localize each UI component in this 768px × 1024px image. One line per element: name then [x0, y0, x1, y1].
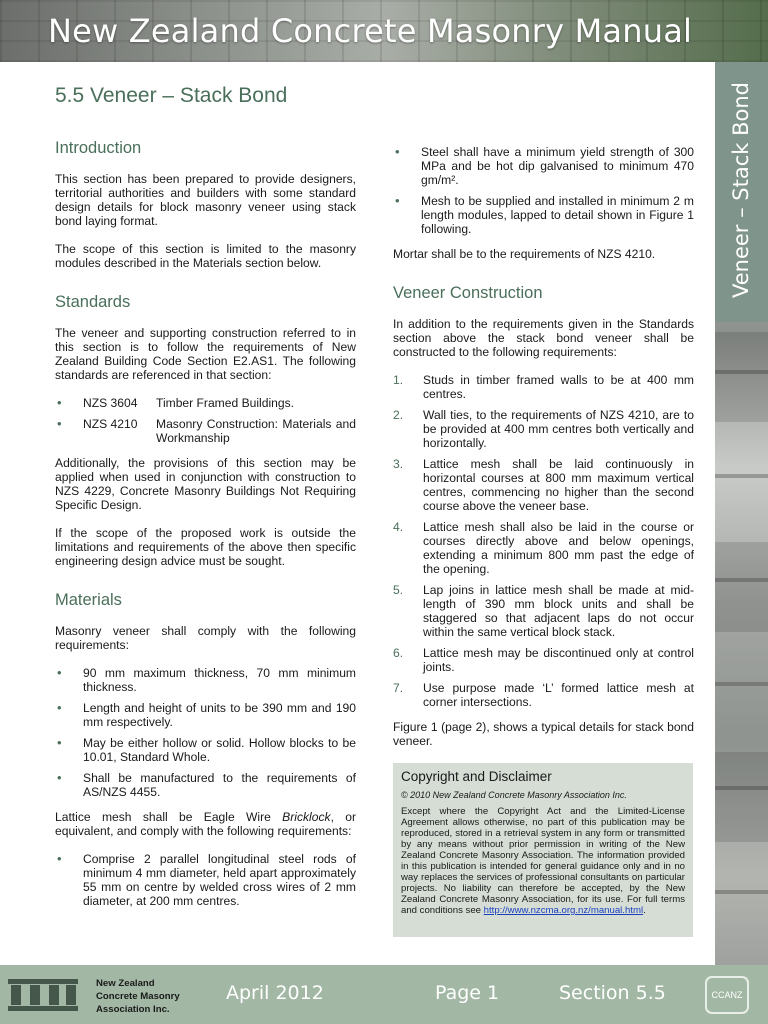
- copyright-box: [393, 763, 693, 937]
- list-item: 2. Wall ties, to the requirements of NZS 4210, are to be provided at 400 mm centres both vertically and horizontally.: [393, 408, 694, 450]
- intro-paragraph: This section has been prepared to provide designers, territorial authorities and builders with some standard design details for block masonry veneer using stack bond laying format.: [55, 172, 356, 228]
- list-item: • May be either hollow or solid. Hollow blocks to be 10.01, Standard Whole.: [55, 736, 356, 764]
- side-title: Veneer – Stack Bond: [729, 82, 753, 298]
- side-title-panel: [715, 62, 768, 322]
- mortar-paragraph: Mortar shall be to the requirements of NZS 4210.: [393, 247, 656, 261]
- list-item: 4. Lattice mesh shall also be laid in the course or courses directly above and below openings, extending a minimum 800 mm past the edge of the opening.: [393, 520, 694, 576]
- left-column: [55, 138, 356, 919]
- copyright-body: Except where the Copyright Act and the Limited-License Agreement allows otherwise, no part of this publication may be reproduced, stored in a retrieval system in any form or transmitted by any means without prior permission in writing of the New Zealand Concrete Masonry Association. The information provided in this publication is intended for general guidance only and in no way replaces the services of professional consultants on particular projects. No liability can therefore be accepted, by the New Zealand Concrete Masonry Association, for its use. For full terms and conditions see http://www.nzcma.org.nz/manual.html.: [401, 806, 685, 916]
- list-item: • Shall be manufactured to the requirements of AS/NZS 4455.: [55, 771, 356, 799]
- list-item: 7. Use purpose made ‘L’ formed lattice mesh at corner intersections.: [393, 681, 694, 709]
- footer-page: Page 1: [435, 982, 500, 1004]
- copyright-line: © 2010 New Zealand Concrete Masonry Association Inc.: [401, 790, 627, 800]
- block-texture: [715, 542, 768, 632]
- standards-paragraph: Additionally, the provisions of this section may be applied when used in conjunction with construction to NZS 4229, Concrete Masonry Buildings Not Requiring Specific Design.: [55, 456, 356, 512]
- standards-heading: Standards: [55, 293, 131, 311]
- list-item: • Mesh to be supplied and installed in minimum 2 m length modules, lapped to detail shown in Figure 1 following.: [393, 194, 694, 236]
- page-title: 5.5 Veneer – Stack Bond: [55, 84, 288, 107]
- list-item: • Steel shall have a minimum yield strength of 300 MPa and be hot dip galvanised to minimum 470 gm/m².: [393, 145, 694, 187]
- mesh-list-continued: [393, 145, 694, 236]
- side-strip: [715, 62, 768, 965]
- veneer-paragraph: In addition to the requirements given in the Standards section above the stack bond veneer shall be constructed to the following requirements:: [393, 317, 694, 359]
- lattice-paragraph: Lattice mesh shall be Eagle Wire Bricklock, or equivalent, and comply with the following requirements:: [55, 810, 356, 838]
- materials-heading: Materials: [55, 591, 122, 609]
- copyright-title: Copyright and Disclaimer: [401, 769, 552, 784]
- list-item: 1. Studs in timber framed walls to be at 400 mm centres.: [393, 373, 694, 401]
- veneer-requirements-list: [393, 373, 694, 709]
- header-banner: [0, 0, 768, 62]
- intro-paragraph: The scope of this section is limited to the masonry modules described in the Materials section below.: [55, 242, 356, 270]
- manual-title: New Zealand Concrete Masonry Manual: [48, 12, 693, 50]
- manual-terms-link[interactable]: http://www.nzcma.org.nz/manual.html: [483, 905, 644, 916]
- block-texture: [715, 332, 768, 422]
- footer-section: Section 5.5: [559, 982, 666, 1004]
- list-item: • 90 mm maximum thickness, 70 mm minimum thickness.: [55, 666, 356, 694]
- mesh-list: [55, 852, 356, 908]
- nzcma-logo: [8, 979, 78, 1011]
- materials-paragraph: Masonry veneer shall comply with the following requirements:: [55, 624, 356, 652]
- list-item: 3. Lattice mesh shall be laid continuously in horizontal courses at 800 mm maximum vertical centres, commencing no higher than the second course above the veneer base.: [393, 457, 694, 513]
- list-item: • Length and height of units to be 390 mm and 190 mm respectively.: [55, 701, 356, 729]
- list-item: • Comprise 2 parallel longitudinal steel rods of minimum 4 mm diameter, held apart approximately 55 mm on centre by welded cross wires of 2 mm diameter, at 200 mm centres.: [55, 852, 356, 908]
- list-item: • NZS 3604 Timber Framed Buildings.: [55, 396, 356, 410]
- block-texture: [715, 752, 768, 842]
- standards-paragraph: If the scope of the proposed work is outside the limitations and requirements of the above then specific engineering design advice must be sought.: [55, 526, 356, 568]
- list-item: 5. Lap joins in lattice mesh shall be made at mid-length of 390 mm block units and shall be staggered so that adjacent laps do not occur within the same vertical block stack.: [393, 583, 694, 639]
- list-item: 6. Lattice mesh may be discontinued only at control joints.: [393, 646, 694, 674]
- standards-list: [55, 396, 356, 445]
- veneer-heading: Veneer Construction: [393, 284, 543, 302]
- right-column: [393, 145, 694, 762]
- ccanz-logo: CCANZ: [705, 976, 749, 1014]
- standards-paragraph: The veneer and supporting construction referred to in this section is to follow the requirements of New Zealand Building Code Section E2.AS1. The following standards are referenced in that section:: [55, 326, 356, 382]
- footer-date: April 2012: [226, 982, 324, 1004]
- figure-note: Figure 1 (page 2), shows a typical details for stack bond veneer.: [393, 720, 694, 748]
- footer: [0, 965, 768, 1024]
- list-item: • NZS 4210 Masonry Construction: Materials and Workmanship: [55, 417, 356, 445]
- intro-heading: Introduction: [55, 139, 142, 157]
- materials-list: [55, 666, 356, 799]
- association-name: New Zealand Concrete Masonry Association Inc.: [96, 978, 180, 1015]
